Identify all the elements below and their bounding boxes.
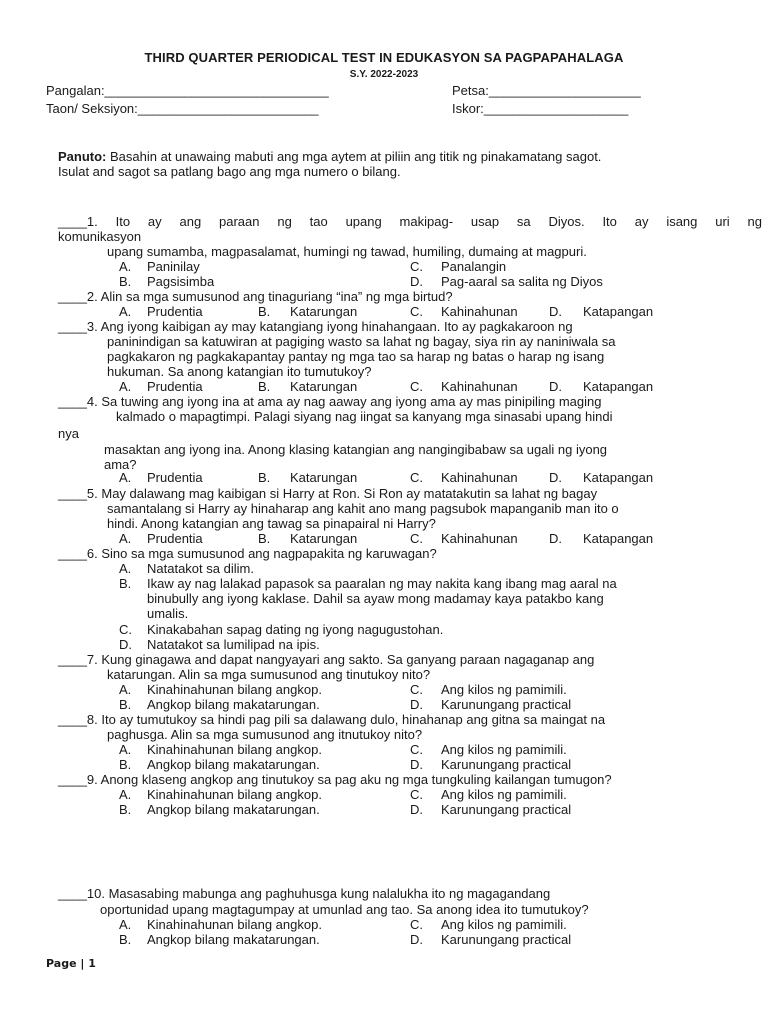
test-line: ama?	[104, 457, 137, 472]
test-line: A.	[119, 787, 132, 802]
test-line: D.	[410, 757, 423, 772]
name-field: Pangalan:_______________________________	[46, 83, 329, 98]
test-line: C.	[410, 787, 423, 802]
test-line: ____4. Sa tuwing ang iyong ina at ama ay nag aaway ang iyong ama ay mas pinipiling maging	[58, 394, 602, 409]
test-line: ____2. Alin sa mga sumusunod ang tinaguriang “ina” ng mga birtud?	[58, 289, 453, 304]
test-line: binubully ang iyong kaklase. Dahil sa ayaw mong madamay kaya patakbo kang	[147, 591, 604, 606]
test-line: Angkop bilang makatarungan.	[147, 932, 320, 947]
test-line: Kahinahunan	[441, 379, 518, 394]
test-line: Kinahinahunan bilang angkop.	[147, 787, 322, 802]
test-line: Karunungang practical	[441, 802, 572, 817]
test-line: Kinahinahunan bilang angkop.	[147, 917, 322, 932]
test-line: Prudentia	[147, 304, 203, 319]
test-line: Natatakot sa lumilipad na ipis.	[147, 637, 320, 652]
test-line: A.	[119, 682, 132, 697]
test-line: B.	[119, 576, 132, 591]
test-line: umalis.	[147, 606, 189, 621]
instructions-text: Basahin at unawaing mabuti ang mga aytem at piliin ang titik ng pinakamatang sagot.	[106, 149, 602, 164]
test-line: D.	[549, 470, 562, 485]
test-line: Katapangan	[583, 304, 654, 319]
test-line: kalmado o mapagtimpi. Palagi siyang nag iingat sa kanyang mga sinasabi upang hindi	[116, 409, 613, 424]
test-line: Katarungan	[290, 304, 358, 319]
test-line: Ang kilos ng pamimili.	[441, 742, 567, 757]
test-line: Karunungang practical	[441, 932, 572, 947]
test-line: C.	[410, 304, 423, 319]
test-line: Pag-aaral sa salita ng Diyos	[441, 274, 603, 289]
test-line: komunikasyon	[58, 229, 142, 244]
test-line: ____7. Kung ginagawa and dapat nangyayari ang sakto. Sa ganyang paraan nagaganap ang	[58, 652, 595, 667]
test-line: Ikaw ay nag lalakad papasok sa paaralan ng may nakita kang ibang mag aaral na	[147, 576, 617, 591]
test-line: paninindigan sa katuwiran at pagiging wasto sa lahat ng bagay, siya rin ay naniniwala sa	[107, 334, 616, 349]
test-line: B.	[119, 757, 132, 772]
test-line: Prudentia	[147, 531, 203, 546]
test-line: D.	[410, 802, 423, 817]
test-line: D.	[549, 379, 562, 394]
test-line: D.	[549, 531, 562, 546]
test-line: paghusga. Alin sa mga sumusunod ang itnutukoy nito?	[107, 727, 423, 742]
test-line: Angkop bilang makatarungan.	[147, 757, 320, 772]
test-line: Panalangin	[441, 259, 507, 274]
test-title: THIRD QUARTER PERIODICAL TEST IN EDUKASYON SA PAGPAPAHALAGA	[144, 50, 624, 65]
test-line: pagkakaron ng pagkakapantay pantay ng mga tao sa harap ng batas o harap ng isang	[107, 349, 605, 364]
test-line: Kinahinahunan bilang angkop.	[147, 742, 322, 757]
test-line: hukuman. Sa anong katangian ito tumutukoy?	[107, 364, 372, 379]
test-line: Natatakot sa dilim.	[147, 561, 254, 576]
test-line: hindi. Anong katangian ang tawag sa pinapairal ni Harry?	[107, 516, 436, 531]
test-line: D.	[549, 304, 562, 319]
test-line: C.	[119, 622, 132, 637]
score-field: Iskor:____________________	[452, 101, 629, 116]
test-line: Kinahinahunan bilang angkop.	[147, 682, 322, 697]
test-line: D.	[410, 274, 423, 289]
test-line: ____3. Ang iyong kaibigan ay may katangiang iyong hinahangaan. Ito ay pagkakaroon ng	[58, 319, 573, 334]
instructions	[58, 149, 601, 164]
test-line: Katapangan	[583, 379, 654, 394]
test-line: Ang kilos ng pamimili.	[441, 682, 567, 697]
test-line: C.	[410, 531, 423, 546]
test-line: B.	[258, 531, 271, 546]
test-line: Karunungang practical	[441, 757, 572, 772]
test-line: Ang kilos ng pamimili.	[441, 917, 567, 932]
test-line: C.	[410, 917, 423, 932]
test-line: Paninilay	[147, 259, 200, 274]
test-line: Ang kilos ng pamimili.	[441, 787, 567, 802]
instructions-label: Panuto:	[58, 149, 107, 164]
test-line: Karunungang practical	[441, 697, 572, 712]
date-field: Petsa:_____________________	[452, 83, 641, 98]
test-line: C.	[410, 379, 423, 394]
test-line: ____10. Masasabing mabunga ang paghuhusga kung nalalukha ito ng magagandang	[58, 886, 551, 901]
test-line: katarungan. Alin sa mga sumusunod ang tinutukoy nito?	[107, 667, 431, 682]
test-line: B.	[258, 379, 271, 394]
test-line: B.	[258, 304, 271, 319]
test-line: A.	[119, 742, 132, 757]
test-line: Prudentia	[147, 470, 203, 485]
test-line: A.	[119, 531, 132, 546]
test-line: ____5. May dalawang mag kaibigan si Harry at Ron. Si Ron ay matatakutin sa lahat ng bagay	[58, 486, 598, 501]
test-line: nya	[58, 426, 79, 441]
test-line: C.	[410, 470, 423, 485]
test-line: C.	[410, 259, 423, 274]
test-line: A.	[119, 304, 132, 319]
test-line: samantalang si Harry ay hinaharap ang kahit ano mang pagsubok mapanganib man ito o	[107, 501, 619, 516]
school-year: S.Y. 2022-2023	[349, 69, 419, 80]
instructions-line-2: Isulat and sagot sa patlang bago ang mga numero o bilang.	[58, 164, 401, 179]
test-line: ____9. Anong klaseng angkop ang tinutukoy sa pag aku ng mga tungkuling kailangan tumugon?	[58, 772, 612, 787]
test-line: masaktan ang iyong ina. Anong klasing katangian ang nangingibabaw sa ugali ng iyong	[104, 442, 608, 457]
test-line: D.	[119, 637, 132, 652]
test-line: Katarungan	[290, 379, 358, 394]
test-line: A.	[119, 470, 132, 485]
test-line: Katarungan	[290, 470, 358, 485]
test-line: Angkop bilang makatarungan.	[147, 802, 320, 817]
test-line: Kahinahunan	[441, 531, 518, 546]
test-line: Katapangan	[583, 470, 654, 485]
test-line: A.	[119, 917, 132, 932]
test-line: Kahinahunan	[441, 304, 518, 319]
test-line: B.	[119, 932, 132, 947]
test-line: oportunidad upang magtagumpay at umunlad ang tao. Sa anong idea ito tumutukoy?	[100, 902, 589, 917]
test-line: D.	[410, 697, 423, 712]
test-line: C.	[410, 682, 423, 697]
section-field: Taon/ Seksiyon:_________________________	[46, 101, 319, 116]
test-line: Prudentia	[147, 379, 203, 394]
test-line: ____1. Ito ay ang paraan ng tao upang makipag- usap sa Diyos. Ito ay isang uri ng	[58, 214, 762, 229]
test-line: A.	[119, 379, 132, 394]
test-line: Katarungan	[290, 531, 358, 546]
test-line: ____6. Sino sa mga sumusunod ang nagpapakita ng karuwagan?	[58, 546, 437, 561]
test-line: B.	[119, 697, 132, 712]
test-line: B.	[119, 802, 132, 817]
test-line: upang sumamba, magpasalamat, humingi ng tawad, humiling, dumaing at magpuri.	[107, 244, 587, 259]
test-line: Angkop bilang makatarungan.	[147, 697, 320, 712]
test-line: B.	[119, 274, 132, 289]
page-number: Page | 1	[46, 957, 96, 970]
test-line: B.	[258, 470, 271, 485]
test-line: Kahinahunan	[441, 470, 518, 485]
test-line: Pagsisimba	[147, 274, 215, 289]
test-line: Katapangan	[583, 531, 654, 546]
test-line: A.	[119, 561, 132, 576]
test-line: Kinakabahan sapag dating ng iyong nagugustohan.	[147, 622, 444, 637]
test-line: C.	[410, 742, 423, 757]
test-line: ____8. Ito ay tumutukoy sa hindi pag pili sa dalawang dulo, hinahanap ang gitna sa maingat na	[58, 712, 606, 727]
test-line: A.	[119, 259, 132, 274]
test-line: D.	[410, 932, 423, 947]
